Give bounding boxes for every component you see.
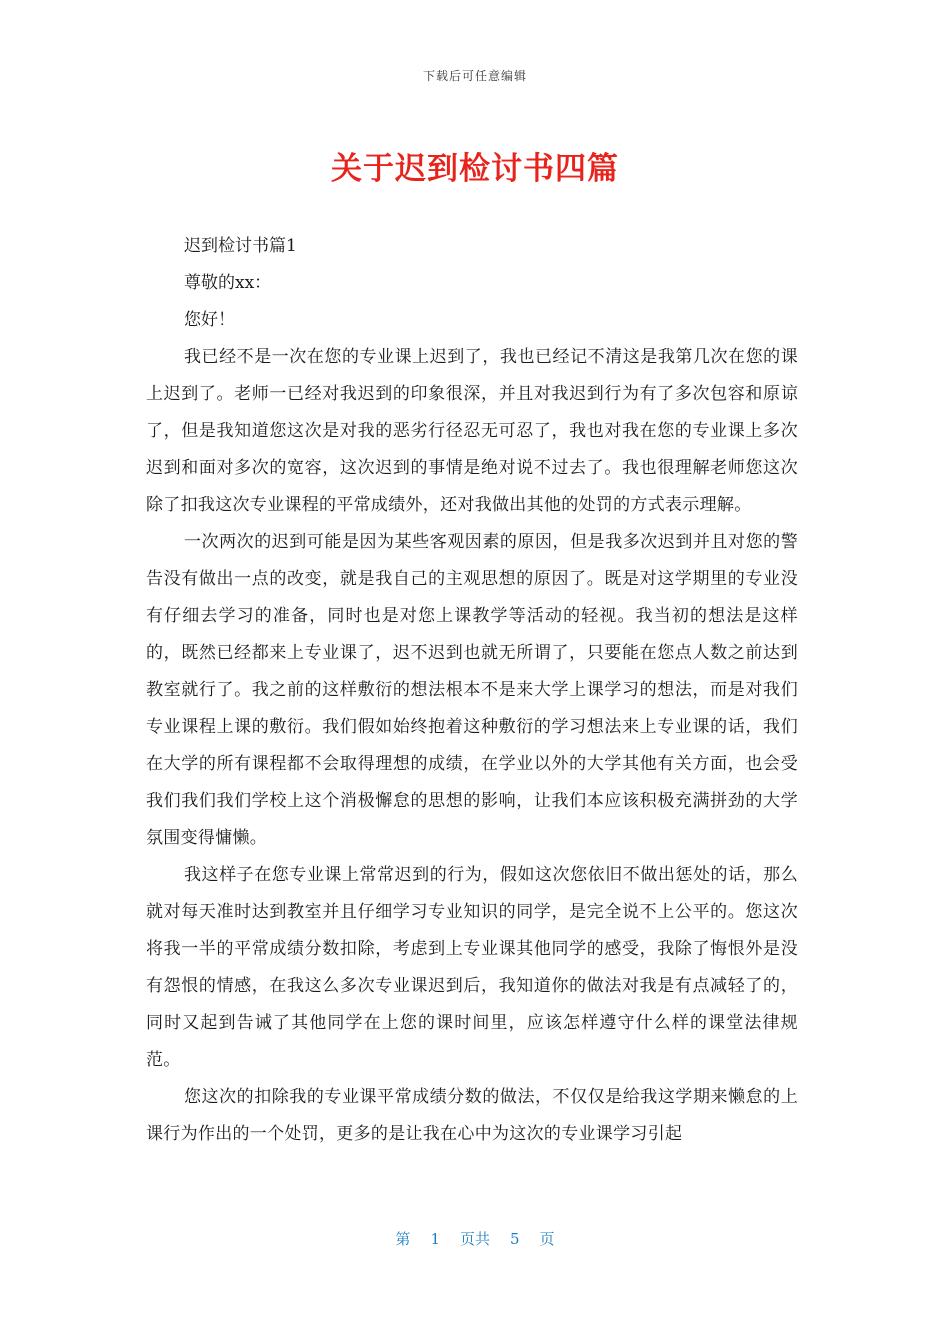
- greeting: 您好！: [184, 310, 235, 330]
- footer-middle: 页共: [459, 1230, 490, 1248]
- footer-total-pages: 5: [510, 1230, 520, 1248]
- body-paragraph-3: 我这样子在您专业课上常常迟到的行为，假如这次您依旧不做出惩处的话，那么就对每天准时达到教室并且仔细学习专业知识的同学，是完全说不上公平的。您这次将我一半的平常成绩分数扣除，考虑到上专业课其他同学的感受，我除了悔恨外是没有怨恨的情感，在我这么多次专业课迟到后，我知道你的做法对我是有点减轻了的，同时又起到告诫了其他同学在上您的课时间里，应该怎样遵守什么样的课堂法律规范。: [146, 865, 798, 1070]
- body-paragraph-1: 我已经不是一次在您的专业课上迟到了，我也已经记不清这是我第几次在您的课上迟到了。老师一已经对我迟到的印象很深，并且对我迟到行为有了多次包容和原谅了，但是我知道您这次是对我的恶劣行径忍无可忍了，我也对我在您的专业课上多次迟到和面对多次的宽容，这次迟到的事情是绝对说不过去了。我也很理解老师您这次除了扣我这次专业课程的平常成绩外，还对我做出其他的处罚的方式表示理解。: [146, 347, 798, 515]
- body-paragraph-2: 一次两次的迟到可能是因为某些客观因素的原因，但是我多次迟到并且对您的警告没有做出一点的改变，就是我自己的主观思想的原因了。既是对这学期里的专业没有仔细去学习的准备，同时也是对您上课教学等活动的轻视。我当初的想法是这样的，既然已经都来上专业课了，迟不迟到也就无所谓了，只要能在您点人数之前达到教室就行了。我之前的这样敷衍的想法根本不是来大学上课学习的想法，而是对我们专业课程上课的敷衍。我们假如始终抱着这种敷衍的学习想法来上专业课的话，我们在大学的所有课程都不会取得理想的成绩，在学业以外的大学其他有关方面，也会受我们我们我们学校上这个消极懈怠的思想的影响，让我们本应该积极充满拼劲的大学氛围变得慵懒。: [146, 532, 798, 848]
- document-body: [146, 228, 798, 1153]
- footer-page-number: 1: [430, 1230, 440, 1248]
- salutation: 尊敬的xx：: [184, 273, 272, 293]
- footer-prefix: 第: [395, 1230, 411, 1248]
- footer-suffix: 页: [539, 1230, 555, 1248]
- document-title: 关于迟到检讨书四篇: [331, 151, 619, 187]
- page-footer: [0, 1228, 950, 1249]
- section-heading: 迟到检讨书篇1: [184, 236, 297, 256]
- header-note: 下载后可任意编辑: [422, 69, 527, 83]
- body-paragraph-4: 您这次的扣除我的专业课平常成绩分数的做法，不仅仅是给我这学期来懒怠的上课行为作出的一个处罚，更多的是让我在心中为这次的专业课学习引起: [146, 1087, 798, 1144]
